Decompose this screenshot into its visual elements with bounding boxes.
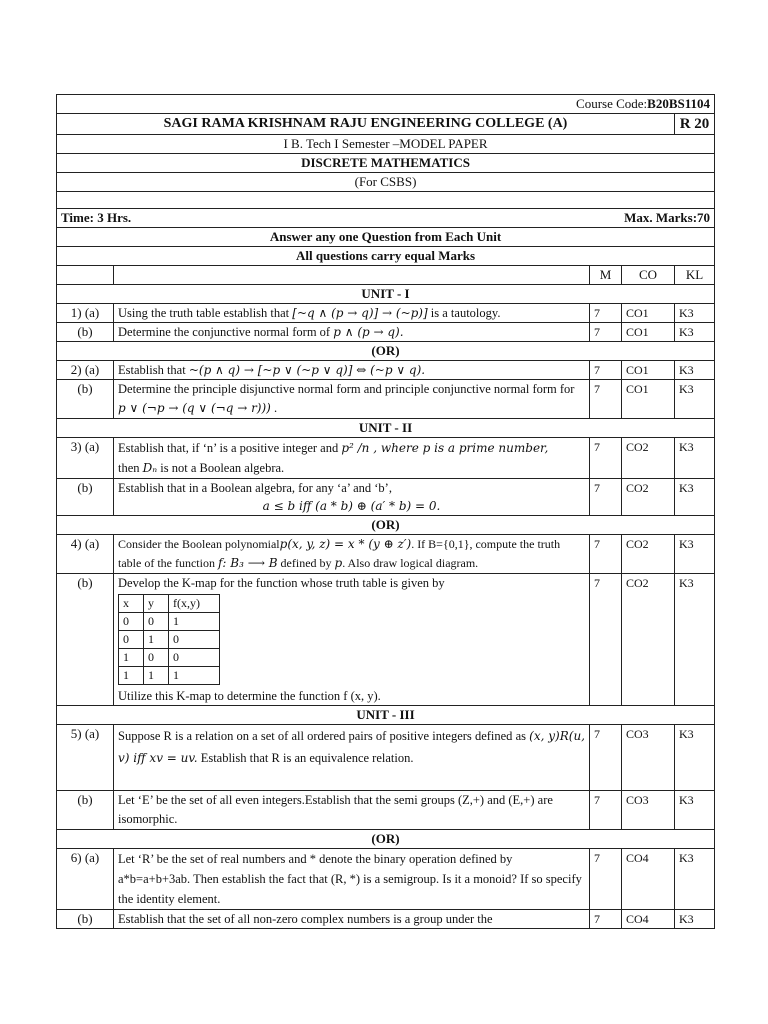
- unit-3-row: [57, 706, 715, 725]
- question-number: (b): [57, 380, 114, 419]
- instruction2-row: [57, 247, 715, 266]
- branch: (For CSBS): [57, 173, 715, 192]
- knowledge-level: K3: [675, 479, 715, 516]
- unit-1-row: [57, 285, 715, 304]
- branch-row: [57, 173, 715, 192]
- question-text: defined by: [277, 556, 335, 570]
- truth-table-cell: 0: [119, 613, 144, 631]
- question-math: Dₙ: [142, 461, 158, 475]
- truth-table: [118, 594, 220, 685]
- marks: 7: [590, 535, 622, 574]
- unit-3-title: UNIT - III: [57, 706, 715, 725]
- question-5a: [57, 725, 715, 791]
- question-4a: [57, 535, 715, 574]
- question-text: is a tautology.: [427, 306, 501, 320]
- max-marks: Max. Marks:70: [624, 210, 711, 225]
- question-1a: [57, 304, 715, 323]
- course-outcome: CO4: [622, 849, 675, 910]
- question-text: Determine the conjunctive normal form of: [118, 325, 334, 339]
- question-text: Establish that R is an equivalence relation.: [197, 751, 414, 765]
- question-math: p² /n , where p is a prime number,: [341, 441, 549, 455]
- col-co: CO: [622, 266, 675, 285]
- college-name: SAGI RAMA KRISHNAM RAJU ENGINEERING COLLEGE (A): [57, 114, 675, 135]
- semester: I B. Tech I Semester –MODEL PAPER: [57, 135, 715, 154]
- instruction1-row: [57, 228, 715, 247]
- question-math: f: B₃ ⟶ B: [217, 556, 278, 570]
- question-math: p ∨ (¬p → (q ∨ (¬q → r))): [118, 401, 271, 415]
- question-text: Let ‘R’ be the set of real numbers and * denote the binary operation defined by a*b=a+b+3ab. Then establish the fact that (R, *) is a semigroup. Is it a monoid? If so specify the identity element.: [114, 849, 590, 910]
- knowledge-level: K3: [675, 535, 715, 574]
- column-header-row: [57, 266, 715, 285]
- subject: DISCRETE MATHEMATICS: [57, 154, 715, 173]
- question-text: Using the truth table establish that: [118, 306, 293, 320]
- or-row-1: [57, 342, 715, 361]
- or-row-2: [57, 516, 715, 535]
- truth-table-header: y: [144, 595, 169, 613]
- course-outcome: CO1: [622, 361, 675, 380]
- truth-table-cell: 1: [144, 631, 169, 649]
- question-text: . If B={0,1}, compute the truth table of the function: [118, 537, 561, 570]
- knowledge-level: K3: [675, 910, 715, 929]
- question-number: 2) (a): [57, 361, 114, 380]
- knowledge-level: K3: [675, 304, 715, 323]
- question-math: a ≤ b iff (a * b) ⊕ (a′ * b) = 0.: [262, 499, 441, 513]
- question-1b: [57, 323, 715, 342]
- truth-table-cell: 1: [119, 667, 144, 685]
- or-separator: (OR): [57, 516, 715, 535]
- or-separator: (OR): [57, 830, 715, 849]
- course-outcome: CO3: [622, 725, 675, 791]
- question-text: Establish that in a Boolean algebra, for any ‘a’ and ‘b’,: [118, 481, 392, 495]
- question-text: then: [118, 461, 143, 475]
- course-outcome: CO2: [622, 479, 675, 516]
- question-math: p ∧ (p → q).: [333, 325, 404, 339]
- question-6b: [57, 910, 715, 929]
- question-number: 5) (a): [57, 725, 114, 791]
- course-code-row: [57, 95, 715, 114]
- course-outcome: CO3: [622, 791, 675, 830]
- question-math: ~(p ∧ q) → [~p ∨ (~p ∨ q)] ⇔ (~p ∨ q).: [188, 363, 426, 377]
- question-text: Let ‘E’ be the set of all even integers.Establish that the semi groups (Z,+) and (E,+) are isomorphic.: [114, 791, 590, 830]
- question-text: Suppose R is a relation on a set of all ordered pairs of positive integers defined as: [118, 729, 530, 743]
- instruction-2: All questions carry equal Marks: [57, 247, 715, 266]
- marks: 7: [590, 323, 622, 342]
- exam-table: [56, 94, 715, 929]
- question-number: (b): [57, 910, 114, 929]
- question-text: Establish that, if ‘n’ is a positive integer and: [118, 441, 342, 455]
- marks: 7: [590, 438, 622, 479]
- question-3a: [57, 438, 715, 479]
- marks: 7: [590, 479, 622, 516]
- marks: 7: [590, 380, 622, 419]
- or-separator: (OR): [57, 342, 715, 361]
- course-outcome: CO4: [622, 910, 675, 929]
- marks: 7: [590, 361, 622, 380]
- course-outcome: CO2: [622, 438, 675, 479]
- truth-table-cell: 1: [169, 667, 220, 685]
- truth-table-cell: 0: [144, 649, 169, 667]
- question-text: is not a Boolean algebra.: [157, 461, 285, 475]
- question-number: (b): [57, 574, 114, 706]
- time-row: [57, 209, 715, 228]
- question-number: 3) (a): [57, 438, 114, 479]
- truth-table-cell: 0: [169, 649, 220, 667]
- knowledge-level: K3: [675, 791, 715, 830]
- question-5b: [57, 791, 715, 830]
- college-row: [57, 114, 715, 135]
- knowledge-level: K3: [675, 323, 715, 342]
- unit-2-row: [57, 419, 715, 438]
- question-4b: [57, 574, 715, 706]
- question-number: 6) (a): [57, 849, 114, 910]
- truth-table-header: x: [119, 595, 144, 613]
- col-marks: M: [590, 266, 622, 285]
- question-text: Develop the K-map for the function whose truth table is given by: [118, 576, 445, 590]
- question-text: . Also draw logical diagram.: [342, 556, 479, 570]
- question-6a: [57, 849, 715, 910]
- question-math: (x, y)R(u, v) iff xv = uv.: [118, 729, 585, 765]
- instruction-1: Answer any one Question from Each Unit: [57, 228, 715, 247]
- knowledge-level: K3: [675, 725, 715, 791]
- question-2a: [57, 361, 715, 380]
- course-outcome: CO1: [622, 380, 675, 419]
- truth-table-cell: 0: [169, 631, 220, 649]
- question-text: Establish that: [118, 363, 189, 377]
- question-2b: [57, 380, 715, 419]
- truth-table-header: f(x,y): [169, 595, 220, 613]
- truth-table-cell: 1: [169, 613, 220, 631]
- question-text: Establish that the set of all non-zero complex numbers is a group under the: [114, 910, 590, 929]
- course-code-label: Course Code:: [576, 96, 648, 111]
- question-number: 1) (a): [57, 304, 114, 323]
- blank-row: [57, 192, 715, 209]
- course-outcome: CO1: [622, 323, 675, 342]
- question-number: (b): [57, 479, 114, 516]
- course-code: B20BS1104: [647, 96, 711, 111]
- truth-table-cell: 0: [144, 613, 169, 631]
- marks: 7: [590, 725, 622, 791]
- subject-row: [57, 154, 715, 173]
- course-outcome: CO2: [622, 574, 675, 706]
- semester-row: [57, 135, 715, 154]
- question-math: p(x, y, z) = x * (y ⊕ z′): [279, 537, 412, 551]
- question-math: p: [334, 556, 343, 570]
- exam-paper: [56, 94, 714, 929]
- marks: 7: [590, 849, 622, 910]
- knowledge-level: K3: [675, 361, 715, 380]
- marks: 7: [590, 574, 622, 706]
- time: Time: 3 Hrs.: [61, 210, 132, 225]
- knowledge-level: K3: [675, 380, 715, 419]
- knowledge-level: K3: [675, 574, 715, 706]
- knowledge-level: K3: [675, 849, 715, 910]
- course-outcome: CO2: [622, 535, 675, 574]
- unit-1-title: UNIT - I: [57, 285, 715, 304]
- question-number: 4) (a): [57, 535, 114, 574]
- question-3b: [57, 479, 715, 516]
- marks: 7: [590, 910, 622, 929]
- col-kl: KL: [675, 266, 715, 285]
- marks: 7: [590, 304, 622, 323]
- truth-table-cell: 1: [144, 667, 169, 685]
- question-math: [~q ∧ (p → q)] → (~p)]: [292, 306, 428, 320]
- knowledge-level: K3: [675, 438, 715, 479]
- truth-table-cell: 0: [119, 631, 144, 649]
- unit-2-title: UNIT - II: [57, 419, 715, 438]
- question-number: (b): [57, 323, 114, 342]
- question-number: (b): [57, 791, 114, 830]
- or-row-3: [57, 830, 715, 849]
- regulation: R 20: [675, 114, 715, 135]
- question-text: .: [270, 401, 278, 415]
- truth-table-cell: 1: [119, 649, 144, 667]
- marks: 7: [590, 791, 622, 830]
- question-text: Consider the Boolean polynomial: [118, 537, 280, 551]
- question-text: Determine the principle disjunctive normal form and principle conjunctive normal form for: [118, 382, 575, 396]
- question-text: Utilize this K-map to determine the function f (x, y).: [118, 689, 381, 703]
- course-outcome: CO1: [622, 304, 675, 323]
